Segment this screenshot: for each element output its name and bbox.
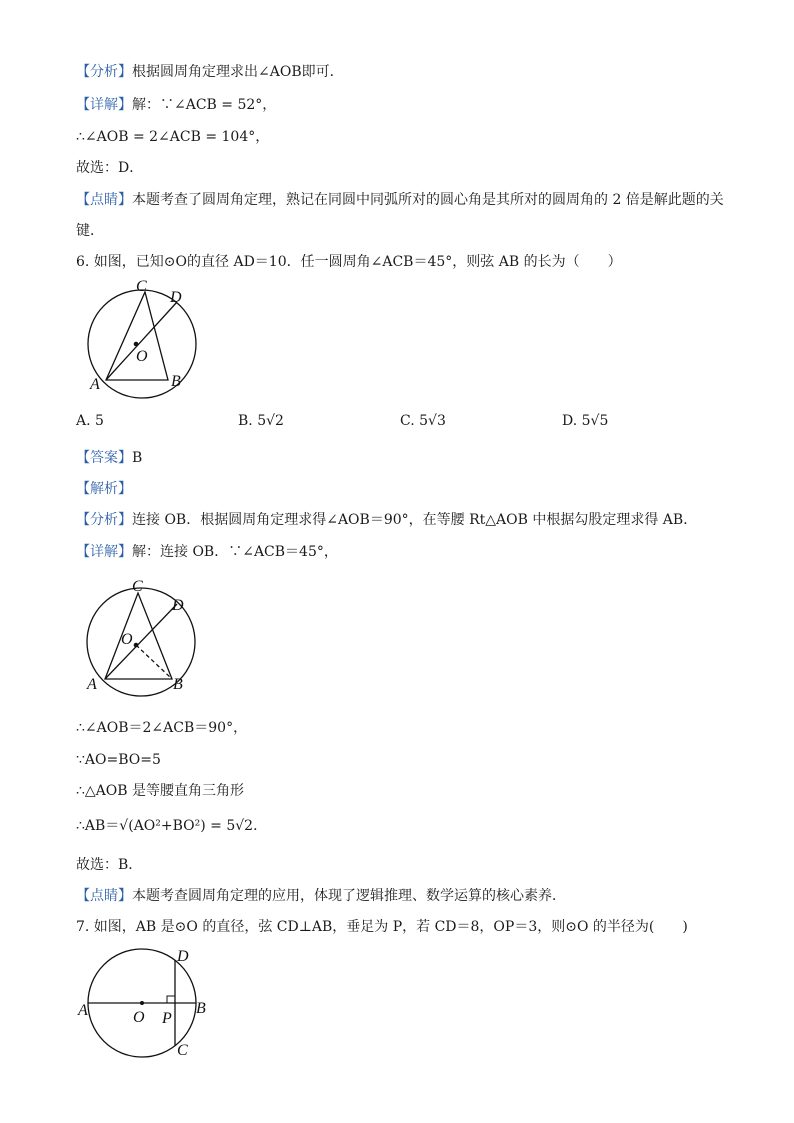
q6-comment-line bbox=[76, 886, 566, 906]
q6-solution-figure bbox=[80, 576, 200, 694]
q7-label-c: C bbox=[177, 1042, 188, 1059]
s1-comment-line2: 键． bbox=[76, 223, 104, 239]
q6s-label-o: O bbox=[121, 631, 133, 648]
analysis-tag: 【分析】 bbox=[76, 64, 132, 80]
s1-choice: 故选：D． bbox=[76, 160, 144, 176]
q6-step3: ∴△AOB 是等腰直角三角形 bbox=[76, 783, 244, 799]
detail-text: 解：∵∠ACB = 52°， bbox=[132, 97, 277, 113]
detail-text: 解：连接 OB．∵∠ACB＝45°， bbox=[132, 544, 338, 560]
s1-step1: ∴∠AOB = 2∠ACB = 104°， bbox=[76, 129, 270, 145]
detail-tag: 【详解】 bbox=[76, 97, 132, 113]
q6-label-d: D bbox=[170, 289, 182, 306]
q6-label-c: C bbox=[136, 278, 147, 295]
q6s-label-d: D bbox=[172, 597, 184, 614]
q6-analysis-line bbox=[76, 510, 697, 530]
q6-label-a: A bbox=[90, 376, 100, 393]
q7-right-angle-mark bbox=[167, 996, 175, 1003]
q7-label-d: D bbox=[177, 948, 189, 965]
q6s-triangle-acb bbox=[105, 593, 172, 679]
analysis-tag: 【分析】 bbox=[76, 512, 132, 528]
q6-label-o: O bbox=[136, 348, 148, 365]
s1-analysis-line bbox=[76, 62, 344, 82]
q7-figure bbox=[76, 944, 216, 1060]
q6-stem: 6. 如图，已知⊙O的直径 AD＝10．任一圆周角∠ACB＝45°，则弦 AB 的长为（ ） bbox=[76, 254, 622, 270]
q7-label-o: O bbox=[133, 1009, 145, 1026]
q6-option-a: A. 5 bbox=[76, 413, 104, 429]
q6-choice: 故选：B． bbox=[76, 857, 143, 873]
q6-label-b: B bbox=[171, 373, 181, 390]
q6s-label-c: C bbox=[132, 578, 143, 595]
q6s-diameter-ad bbox=[105, 604, 177, 679]
q7-label-a: A bbox=[78, 1002, 88, 1019]
s1-detail-line bbox=[76, 95, 276, 115]
answer-tag: 【答案】 bbox=[76, 450, 132, 466]
q6-center-dot bbox=[134, 342, 139, 347]
q6-figure bbox=[80, 276, 200, 391]
answer-value: B bbox=[132, 450, 143, 466]
q6-step1: ∴∠AOB＝2∠ACB＝90°， bbox=[76, 720, 248, 736]
q6-detail-line bbox=[76, 542, 338, 562]
q6-step4: ∴AB＝√(AO²+BO²) = 5√2． bbox=[76, 818, 268, 834]
q6-option-b: B. 5√2 bbox=[238, 413, 284, 429]
q6-triangle-acb bbox=[106, 292, 168, 380]
q7-label-b: B bbox=[196, 1000, 206, 1017]
q6s-center-dot bbox=[134, 643, 139, 648]
comment-tag: 【点睛】 bbox=[76, 192, 132, 208]
comment-tag: 【点睛】 bbox=[76, 888, 132, 904]
s1-comment-line bbox=[76, 190, 724, 210]
q6-jiexi-tag: 【解析】 bbox=[76, 481, 132, 497]
q7-stem: 7. 如图，AB 是⊙O 的直径，弦 CD⊥AB，垂足为 P，若 CD＝8，OP＝3，则⊙O 的半径为( ) bbox=[76, 919, 688, 935]
comment-text: 本题考查圆周角定理的应用，体现了逻辑推理、数学运算的核心素养． bbox=[132, 888, 566, 904]
q6-diameter-ad bbox=[106, 302, 177, 380]
q6s-label-b: B bbox=[173, 676, 183, 693]
analysis-text: 连接 OB．根据圆周角定理求得∠AOB＝90°，在等腰 Rt△AOB 中根据勾股定理求得 AB． bbox=[132, 512, 698, 528]
q6-answer-line bbox=[76, 448, 142, 468]
analysis-text: 根据圆周角定理求出∠AOB即可． bbox=[132, 64, 344, 80]
q6-option-d: D. 5√5 bbox=[562, 413, 609, 429]
q6-option-c: C. 5√3 bbox=[400, 413, 446, 429]
comment-text: 本题考查了圆周角定理，熟记在同圆中同弧所对的圆心角是其所对的圆周角的 2 倍是解此题的关 bbox=[132, 192, 724, 208]
q6-step2: ∵AO=BO=5 bbox=[76, 752, 161, 768]
q6s-label-a: A bbox=[87, 676, 97, 693]
q7-center-dot bbox=[140, 1001, 144, 1005]
q6s-dashed-ob bbox=[136, 645, 172, 679]
detail-tag: 【详解】 bbox=[76, 544, 132, 560]
q7-label-p: P bbox=[162, 1010, 172, 1027]
